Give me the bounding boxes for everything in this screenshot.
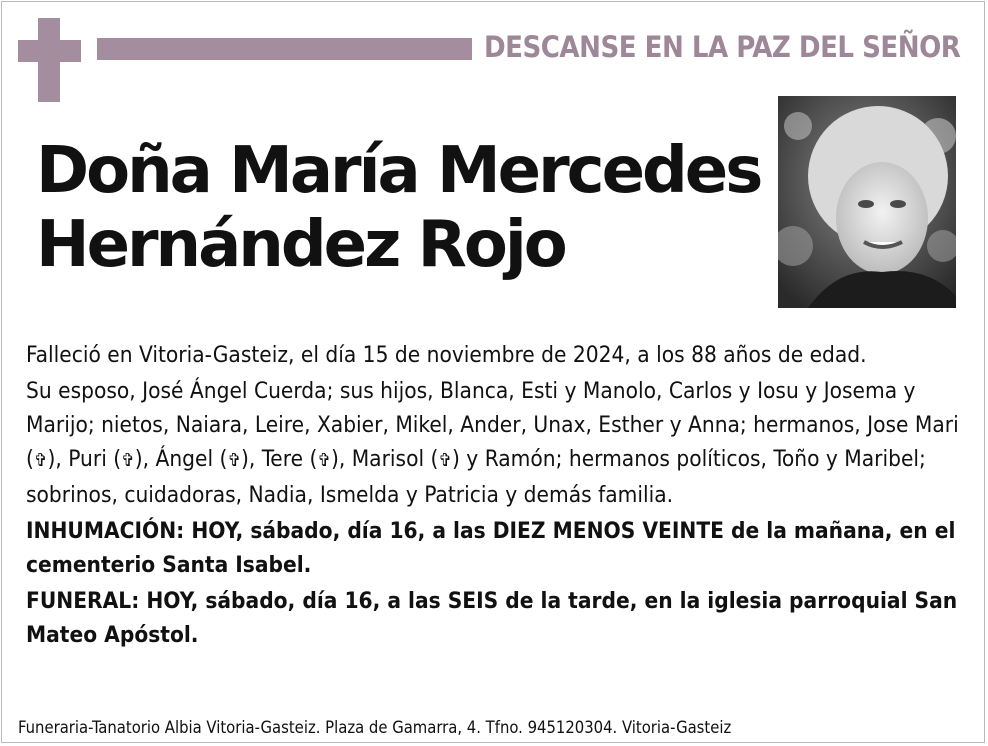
header-rule [97,38,472,60]
cross-small-icon: ✞ [121,450,135,471]
funeral-paragraph: FUNERAL: HOY, sábado, día 16, a las SEIS de la tarde, en la iglesia parroquial San Mateo Apóstol. [26,588,958,648]
family-paragraph [26,374,966,512]
family-text-2: ), Puri ( [47,446,122,472]
cross-small-icon: ✞ [317,450,331,471]
burial-paragraph: INHUMACIÓN: HOY, sábado, día 16, a las DIEZ MENOS VEINTE de la mañana, en el cementerio Santa Isabel. [26,518,956,578]
family-text-4: ), Tere ( [241,446,318,472]
cross-small-icon: ✞ [33,450,48,471]
family-text-1: Su esposo, José Ángel Cuerda; sus hijos, Blanca, Esti y Manolo, Carlos y Iosu y Josema y Marijo; nietos, Naiara, Leire, Xabier, Mikel, Ander, Unax, Esther y Anna; hermanos, Jose Mari ( [26,378,959,472]
family-text-6: ) y Ramón; hermanos políticos, Toño y Maribel; sobrinos, cuidadoras, Nadia, Ismelda y Patricia y demás familia. [26,446,926,508]
deceased-name-line-2: Hernández Rojo [36,208,565,282]
family-text-5: ), Marisol ( [330,446,439,472]
cross-small-icon: ✞ [227,450,242,471]
obituary-body [26,338,966,652]
header-title: DESCANSE EN LA PAZ DEL SEÑOR [484,30,961,64]
death-paragraph: Falleció en Vitoria-Gasteiz, el día 15 de noviembre de 2024, a los 88 años de edad. [26,342,867,368]
cross-small-icon: ✞ [438,450,452,471]
funeral-home-footer: Funeraria-Tanatorio Albia Vitoria-Gasteiz. Plaza de Gamarra, 4. Tfno. 945120304. Vitoria-Gasteiz [18,718,732,737]
deceased-name-line-1: Doña María Mercedes [36,134,761,208]
family-text-3: ), Ángel ( [134,446,228,472]
cross-icon [18,18,81,102]
portrait-image [778,96,956,308]
portrait-photo [778,96,956,308]
